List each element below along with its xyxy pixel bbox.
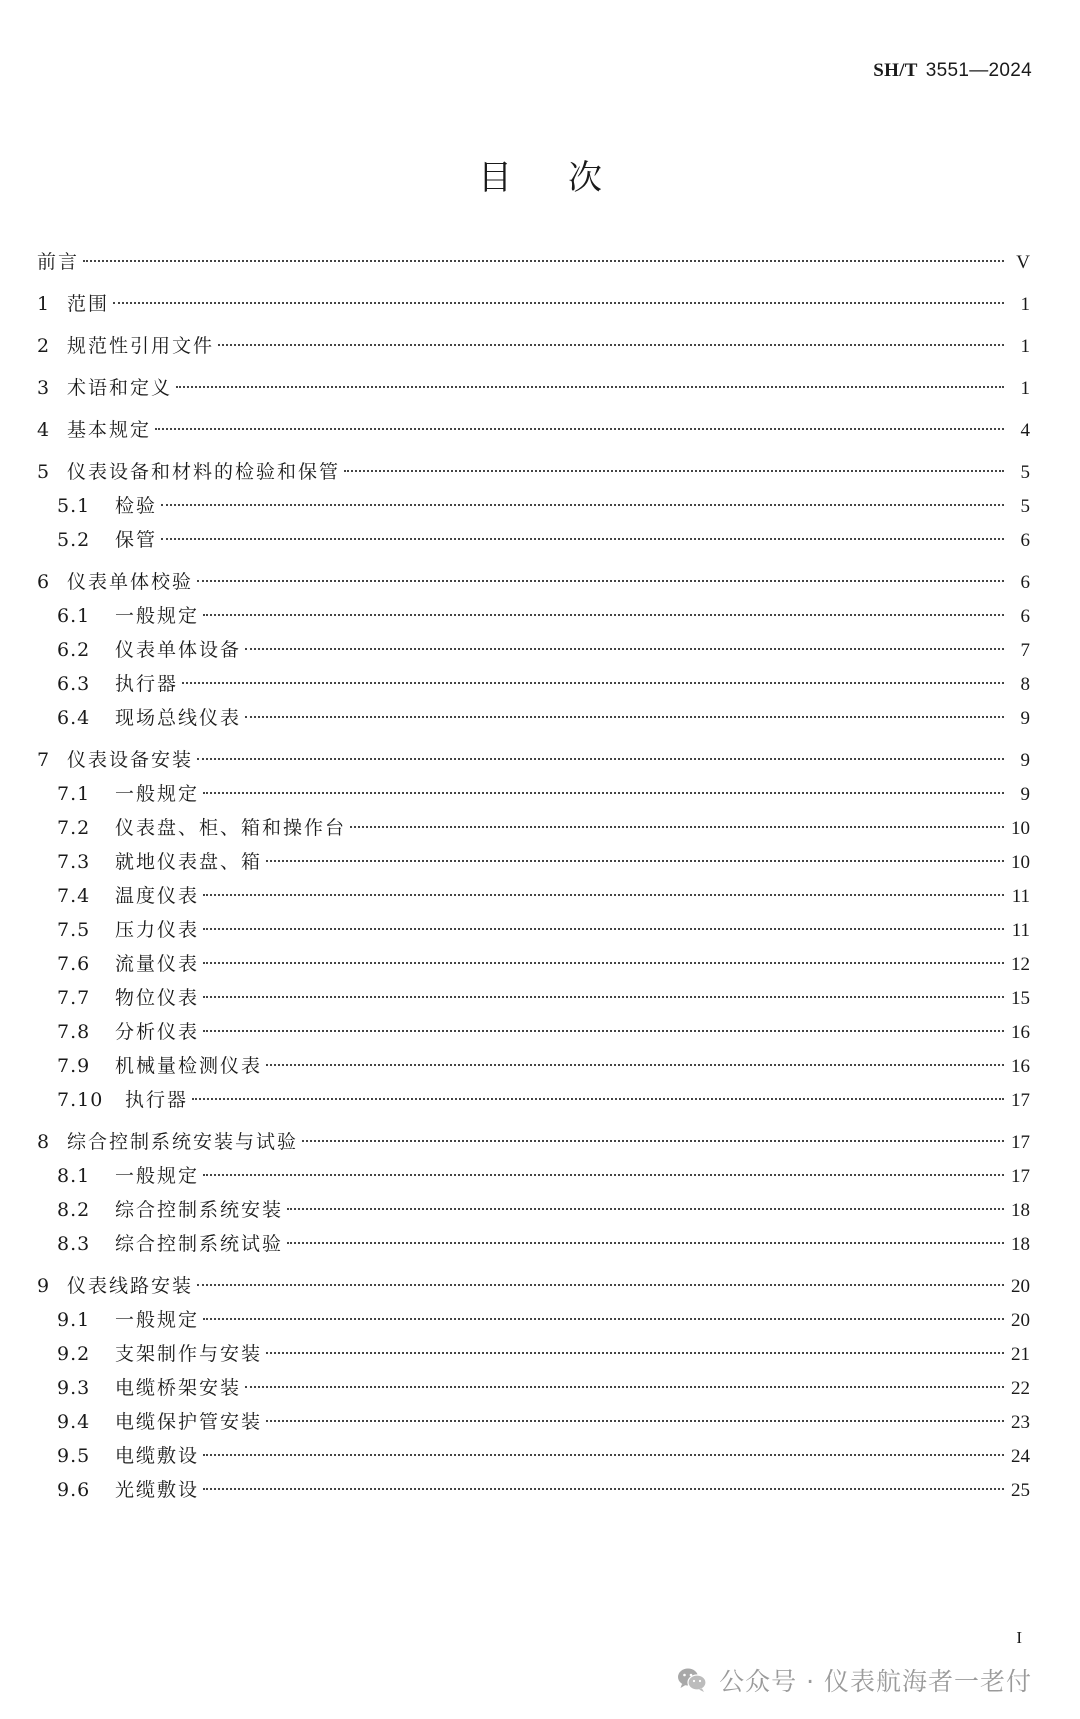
toc-entry-title: 电缆桥架安装 <box>115 1377 242 1399</box>
toc-entry[interactable] <box>37 1473 1030 1507</box>
toc-entry[interactable] <box>37 667 1030 701</box>
table-of-contents <box>37 245 1030 1507</box>
document-code <box>873 60 1032 82</box>
toc-entry-number: 7.7 <box>57 987 91 1009</box>
toc-entry-page: 6 <box>1020 572 1030 593</box>
document-code-prefix: SH/T <box>873 60 918 81</box>
toc-entry[interactable] <box>37 1227 1030 1261</box>
toc-entry-title: 仪表单体校验 <box>67 571 194 593</box>
toc-entry[interactable] <box>37 1193 1030 1227</box>
toc-entry-title: 现场总线仪表 <box>115 707 242 729</box>
toc-entry-title: 压力仪表 <box>115 919 200 941</box>
toc-entry-page: 16 <box>1011 1022 1030 1043</box>
toc-entry-title: 一般规定 <box>115 1309 200 1331</box>
toc-dot-leader <box>203 614 1004 616</box>
toc-dot-leader <box>182 682 1004 684</box>
toc-dot-leader <box>161 504 1004 506</box>
toc-dot-leader <box>218 344 1004 346</box>
toc-entry[interactable] <box>37 1159 1030 1193</box>
watermark <box>677 1662 1032 1698</box>
toc-entry-page: 16 <box>1011 1056 1030 1077</box>
toc-entry-number: 8 <box>37 1131 51 1153</box>
toc-entry-title: 流量仪表 <box>115 953 200 975</box>
toc-entry[interactable] <box>37 1303 1030 1337</box>
toc-entry[interactable] <box>37 565 1030 599</box>
toc-entry[interactable] <box>37 777 1030 811</box>
toc-dot-leader <box>83 260 1004 262</box>
toc-entry-title: 综合控制系统试验 <box>115 1233 284 1255</box>
toc-entry[interactable] <box>37 245 1030 279</box>
toc-entry-title: 仪表线路安装 <box>67 1275 194 1297</box>
toc-entry[interactable] <box>37 879 1030 913</box>
toc-dot-leader <box>203 1318 1004 1320</box>
toc-entry-number: 2 <box>37 335 51 357</box>
toc-entry-title: 支架制作与安装 <box>115 1343 263 1365</box>
wechat-icon <box>677 1667 707 1693</box>
toc-entry-number: 7.10 <box>57 1089 104 1111</box>
toc-entry-page: V <box>1016 252 1030 273</box>
toc-entry[interactable] <box>37 1405 1030 1439</box>
toc-entry[interactable] <box>37 1125 1030 1159</box>
toc-entry-number: 9.5 <box>57 1445 91 1467</box>
toc-entry[interactable] <box>37 947 1030 981</box>
toc-entry[interactable] <box>37 1015 1030 1049</box>
toc-entry-page: 18 <box>1011 1200 1030 1221</box>
toc-entry-title: 综合控制系统安装与试验 <box>67 1131 299 1153</box>
toc-entry-number: 6.2 <box>57 639 91 661</box>
toc-entry-page: 5 <box>1020 462 1030 483</box>
toc-entry-title: 仪表单体设备 <box>115 639 242 661</box>
toc-entry[interactable] <box>37 743 1030 777</box>
toc-entry-number: 5.1 <box>57 495 91 517</box>
toc-entry-title: 前言 <box>37 251 80 273</box>
toc-dot-leader <box>203 1174 1004 1176</box>
toc-dot-leader <box>266 860 1004 862</box>
toc-entry-page: 20 <box>1011 1310 1030 1331</box>
toc-dot-leader <box>113 302 1004 304</box>
toc-entry-number: 7.3 <box>57 851 91 873</box>
toc-entry[interactable] <box>37 845 1030 879</box>
toc-entry-page: 1 <box>1020 294 1030 315</box>
toc-dot-leader <box>203 1454 1004 1456</box>
toc-entry-number: 5.2 <box>57 529 91 551</box>
toc-entry[interactable] <box>37 455 1030 489</box>
toc-entry-title: 光缆敷设 <box>115 1479 200 1501</box>
toc-entry-number: 9 <box>37 1275 51 1297</box>
toc-dot-leader <box>245 716 1004 718</box>
toc-entry-page: 8 <box>1020 674 1030 695</box>
toc-entry-number: 9.6 <box>57 1479 91 1501</box>
toc-dot-leader <box>176 386 1004 388</box>
toc-entry-title: 执行器 <box>115 673 179 695</box>
toc-dot-leader <box>197 1284 1004 1286</box>
toc-dot-leader <box>203 962 1004 964</box>
toc-entry[interactable] <box>37 913 1030 947</box>
toc-entry-page: 22 <box>1011 1378 1030 1399</box>
toc-dot-leader <box>266 1352 1004 1354</box>
toc-dot-leader <box>203 1488 1004 1490</box>
toc-dot-leader <box>203 1030 1004 1032</box>
toc-entry-page: 17 <box>1011 1090 1030 1111</box>
toc-entry-number: 6.1 <box>57 605 91 627</box>
toc-entry-title: 执行器 <box>125 1089 189 1111</box>
toc-dot-leader <box>266 1064 1004 1066</box>
page-title: 目次 <box>478 158 658 198</box>
toc-entry-number: 5 <box>37 461 51 483</box>
toc-entry-number: 1 <box>37 293 51 315</box>
toc-entry-number: 7.9 <box>57 1055 91 1077</box>
page-folio: I <box>1016 1628 1022 1647</box>
toc-entry[interactable] <box>37 413 1030 447</box>
toc-entry-number: 3 <box>37 377 51 399</box>
toc-entry-number: 6 <box>37 571 51 593</box>
toc-entry[interactable] <box>37 599 1030 633</box>
toc-entry-number: 7.2 <box>57 817 91 839</box>
toc-dot-leader <box>287 1208 1004 1210</box>
toc-entry-number: 9.1 <box>57 1309 91 1331</box>
watermark-text: 公众号 · 仪表航海者一老付 <box>719 1667 1032 1696</box>
toc-entry-title: 分析仪表 <box>115 1021 200 1043</box>
toc-entry-number: 6.4 <box>57 707 91 729</box>
toc-entry-page: 4 <box>1020 420 1030 441</box>
toc-entry-title: 术语和定义 <box>67 377 173 399</box>
toc-dot-leader <box>197 758 1004 760</box>
toc-entry[interactable] <box>37 633 1030 667</box>
toc-entry[interactable] <box>37 523 1030 557</box>
toc-entry-page: 1 <box>1020 378 1030 399</box>
toc-entry-page: 10 <box>1011 852 1030 873</box>
toc-entry-page: 20 <box>1011 1276 1030 1297</box>
toc-dot-leader <box>197 580 1004 582</box>
toc-entry-title: 综合控制系统安装 <box>115 1199 284 1221</box>
toc-dot-leader <box>203 792 1004 794</box>
toc-entry-title: 电缆保护管安装 <box>115 1411 263 1433</box>
toc-entry-page: 24 <box>1011 1446 1030 1467</box>
toc-entry-page: 11 <box>1011 920 1030 941</box>
toc-dot-leader <box>203 894 1004 896</box>
toc-entry-title: 仪表设备和材料的检验和保管 <box>67 461 341 483</box>
toc-entry-page: 17 <box>1011 1166 1030 1187</box>
toc-entry-number: 8.1 <box>57 1165 91 1187</box>
toc-entry-title: 温度仪表 <box>115 885 200 907</box>
toc-dot-leader <box>192 1098 1004 1100</box>
toc-entry-page: 11 <box>1011 886 1030 907</box>
toc-entry[interactable] <box>37 1439 1030 1473</box>
toc-entry[interactable] <box>37 1269 1030 1303</box>
toc-entry-page: 1 <box>1020 336 1030 357</box>
toc-entry-number: 9.4 <box>57 1411 91 1433</box>
toc-entry-title: 范围 <box>67 293 110 315</box>
toc-dot-leader <box>245 648 1004 650</box>
toc-dot-leader <box>344 470 1004 472</box>
toc-entry-title: 仪表盘、柜、箱和操作台 <box>115 817 347 839</box>
toc-entry[interactable] <box>37 329 1030 363</box>
toc-entry-number: 8.2 <box>57 1199 91 1221</box>
toc-entry[interactable] <box>37 1049 1030 1083</box>
toc-entry-number: 7.1 <box>57 783 91 805</box>
toc-entry-number: 7.4 <box>57 885 91 907</box>
toc-entry-page: 18 <box>1011 1234 1030 1255</box>
toc-entry-page: 5 <box>1020 496 1030 517</box>
toc-entry-title: 一般规定 <box>115 1165 200 1187</box>
toc-entry-number: 7.8 <box>57 1021 91 1043</box>
toc-entry-page: 9 <box>1020 784 1030 805</box>
document-code-number: 3551—2024 <box>925 60 1032 81</box>
toc-entry-page: 7 <box>1020 640 1030 661</box>
toc-entry-page: 6 <box>1020 530 1030 551</box>
toc-entry-title: 一般规定 <box>115 605 200 627</box>
toc-entry-page: 12 <box>1011 954 1030 975</box>
toc-dot-leader <box>203 996 1004 998</box>
toc-dot-leader <box>203 928 1004 930</box>
toc-entry-number: 7.6 <box>57 953 91 975</box>
toc-entry-number: 7.5 <box>57 919 91 941</box>
toc-dot-leader <box>155 428 1004 430</box>
toc-entry-number: 9.2 <box>57 1343 91 1365</box>
toc-entry-title: 规范性引用文件 <box>67 335 215 357</box>
toc-entry-title: 仪表设备安装 <box>67 749 194 771</box>
toc-entry-page: 23 <box>1011 1412 1030 1433</box>
toc-entry-page: 17 <box>1011 1132 1030 1153</box>
toc-entry-title: 电缆敷设 <box>115 1445 200 1467</box>
toc-entry-title: 就地仪表盘、箱 <box>115 851 263 873</box>
toc-entry[interactable] <box>37 701 1030 735</box>
toc-entry-page: 10 <box>1011 818 1030 839</box>
toc-entry-title: 机械量检测仪表 <box>115 1055 263 1077</box>
toc-entry[interactable] <box>37 1371 1030 1405</box>
toc-entry-title: 基本规定 <box>67 419 152 441</box>
toc-entry-title: 检验 <box>115 495 158 517</box>
toc-entry-title: 一般规定 <box>115 783 200 805</box>
toc-dot-leader <box>266 1420 1004 1422</box>
toc-dot-leader <box>245 1386 1004 1388</box>
toc-entry[interactable] <box>37 981 1030 1015</box>
toc-entry-number: 4 <box>37 419 51 441</box>
toc-dot-leader <box>302 1140 1004 1142</box>
toc-entry[interactable] <box>37 1337 1030 1371</box>
toc-entry-title: 物位仪表 <box>115 987 200 1009</box>
toc-dot-leader <box>350 826 1004 828</box>
toc-entry-page: 15 <box>1011 988 1030 1009</box>
toc-entry-number: 7 <box>37 749 51 771</box>
toc-dot-leader <box>161 538 1004 540</box>
toc-entry-title: 保管 <box>115 529 158 551</box>
toc-entry[interactable] <box>37 287 1030 321</box>
toc-entry[interactable] <box>37 489 1030 523</box>
toc-entry-page: 9 <box>1020 708 1030 729</box>
toc-entry-page: 9 <box>1020 750 1030 771</box>
toc-entry-page: 25 <box>1011 1480 1030 1501</box>
toc-entry-number: 8.3 <box>57 1233 91 1255</box>
toc-entry-page: 6 <box>1020 606 1030 627</box>
toc-dot-leader <box>287 1242 1004 1244</box>
toc-entry-page: 21 <box>1011 1344 1030 1365</box>
toc-entry[interactable] <box>37 371 1030 405</box>
toc-entry-number: 6.3 <box>57 673 91 695</box>
toc-entry[interactable] <box>37 1083 1030 1117</box>
toc-entry-number: 9.3 <box>57 1377 91 1399</box>
toc-entry[interactable] <box>37 811 1030 845</box>
